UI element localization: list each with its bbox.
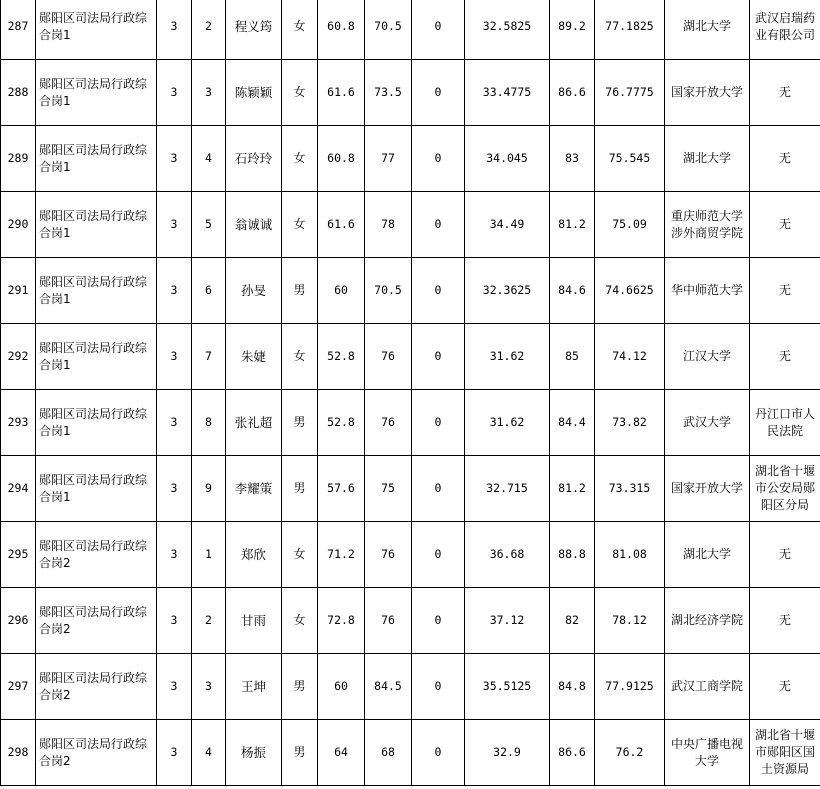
quota: 3 [157, 390, 192, 456]
school: 武汉工商学院 [665, 654, 750, 720]
total-score: 78.12 [595, 588, 665, 654]
interview-score: 88.8 [550, 522, 595, 588]
score-1: 52.8 [318, 324, 365, 390]
employer: 无 [750, 324, 820, 390]
table-row [1, 390, 820, 456]
employer: 无 [750, 588, 820, 654]
rank: 9 [192, 456, 226, 522]
rank: 2 [192, 0, 226, 60]
post-name: 郧阳区司法局行政综合岗1 [36, 0, 157, 60]
rank: 2 [192, 588, 226, 654]
gender: 女 [282, 324, 318, 390]
row-index: 298 [1, 720, 36, 786]
score-2: 73.5 [365, 60, 412, 126]
employer: 无 [750, 654, 820, 720]
score-1: 64 [318, 720, 365, 786]
post-name: 郧阳区司法局行政综合岗2 [36, 654, 157, 720]
table-row [1, 654, 820, 720]
candidate-name: 甘雨 [226, 588, 282, 654]
interview-score: 86.6 [550, 720, 595, 786]
written-weighted: 34.045 [465, 126, 550, 192]
quota: 3 [157, 0, 192, 60]
score-2: 76 [365, 522, 412, 588]
score-1: 71.2 [318, 522, 365, 588]
rank: 3 [192, 654, 226, 720]
row-index: 293 [1, 390, 36, 456]
score-2: 68 [365, 720, 412, 786]
table-row [1, 720, 820, 786]
candidate-name: 孙旻 [226, 258, 282, 324]
score-2: 78 [365, 192, 412, 258]
gender: 男 [282, 390, 318, 456]
school: 国家开放大学 [665, 456, 750, 522]
quota: 3 [157, 324, 192, 390]
interview-score: 81.2 [550, 192, 595, 258]
rank: 4 [192, 126, 226, 192]
total-score: 76.7775 [595, 60, 665, 126]
table-row [1, 0, 820, 60]
candidate-name: 郑欣 [226, 522, 282, 588]
candidate-name: 陈颖颖 [226, 60, 282, 126]
score-2: 70.5 [365, 258, 412, 324]
score-3: 0 [412, 60, 465, 126]
table-row [1, 522, 820, 588]
quota: 3 [157, 60, 192, 126]
interview-score: 85 [550, 324, 595, 390]
row-index: 297 [1, 654, 36, 720]
score-1: 72.8 [318, 588, 365, 654]
score-3: 0 [412, 258, 465, 324]
post-name: 郧阳区司法局行政综合岗1 [36, 60, 157, 126]
total-score: 77.9125 [595, 654, 665, 720]
score-3: 0 [412, 720, 465, 786]
written-weighted: 31.62 [465, 324, 550, 390]
candidate-name: 程义筠 [226, 0, 282, 60]
interview-score: 84.6 [550, 258, 595, 324]
score-2: 77 [365, 126, 412, 192]
post-name: 郧阳区司法局行政综合岗1 [36, 456, 157, 522]
table-row [1, 258, 820, 324]
written-weighted: 32.9 [465, 720, 550, 786]
quota: 3 [157, 654, 192, 720]
score-2: 76 [365, 324, 412, 390]
employer: 无 [750, 192, 820, 258]
post-name: 郧阳区司法局行政综合岗2 [36, 588, 157, 654]
employer: 无 [750, 522, 820, 588]
post-name: 郧阳区司法局行政综合岗2 [36, 720, 157, 786]
score-3: 0 [412, 126, 465, 192]
interview-score: 86.6 [550, 60, 595, 126]
score-1: 60.8 [318, 126, 365, 192]
school: 重庆师范大学涉外商贸学院 [665, 192, 750, 258]
post-name: 郧阳区司法局行政综合岗1 [36, 258, 157, 324]
total-score: 77.1825 [595, 0, 665, 60]
table-row [1, 588, 820, 654]
row-index: 287 [1, 0, 36, 60]
interview-score: 82 [550, 588, 595, 654]
score-3: 0 [412, 192, 465, 258]
employer: 无 [750, 126, 820, 192]
candidate-name: 王坤 [226, 654, 282, 720]
school: 湖北大学 [665, 522, 750, 588]
score-3: 0 [412, 0, 465, 60]
school: 武汉大学 [665, 390, 750, 456]
post-name: 郧阳区司法局行政综合岗1 [36, 192, 157, 258]
quota: 3 [157, 456, 192, 522]
rank: 6 [192, 258, 226, 324]
candidate-name: 石玲玲 [226, 126, 282, 192]
score-3: 0 [412, 456, 465, 522]
school: 湖北经济学院 [665, 588, 750, 654]
interview-score: 84.8 [550, 654, 595, 720]
interview-score: 89.2 [550, 0, 595, 60]
gender: 女 [282, 522, 318, 588]
quota: 3 [157, 720, 192, 786]
table-row [1, 192, 820, 258]
score-3: 0 [412, 522, 465, 588]
written-weighted: 35.5125 [465, 654, 550, 720]
school: 江汉大学 [665, 324, 750, 390]
gender: 男 [282, 456, 318, 522]
table-row [1, 456, 820, 522]
post-name: 郧阳区司法局行政综合岗2 [36, 522, 157, 588]
post-name: 郧阳区司法局行政综合岗1 [36, 390, 157, 456]
rank: 1 [192, 522, 226, 588]
employer: 无 [750, 258, 820, 324]
candidate-name: 李耀策 [226, 456, 282, 522]
interview-score: 84.4 [550, 390, 595, 456]
row-index: 288 [1, 60, 36, 126]
post-name: 郧阳区司法局行政综合岗1 [36, 324, 157, 390]
written-weighted: 31.62 [465, 390, 550, 456]
written-weighted: 33.4775 [465, 60, 550, 126]
employer: 湖北省十堰市公安局郧阳区分局 [750, 456, 820, 522]
employer: 无 [750, 60, 820, 126]
total-score: 74.12 [595, 324, 665, 390]
school: 华中师范大学 [665, 258, 750, 324]
score-1: 57.6 [318, 456, 365, 522]
score-2: 76 [365, 390, 412, 456]
school: 湖北大学 [665, 126, 750, 192]
interview-score: 81.2 [550, 456, 595, 522]
row-index: 290 [1, 192, 36, 258]
written-weighted: 32.3625 [465, 258, 550, 324]
candidate-name: 杨振 [226, 720, 282, 786]
total-score: 73.82 [595, 390, 665, 456]
score-1: 60 [318, 654, 365, 720]
row-index: 295 [1, 522, 36, 588]
rank: 3 [192, 60, 226, 126]
score-1: 61.6 [318, 60, 365, 126]
written-weighted: 37.12 [465, 588, 550, 654]
total-score: 81.08 [595, 522, 665, 588]
total-score: 73.315 [595, 456, 665, 522]
score-2: 70.5 [365, 0, 412, 60]
score-3: 0 [412, 588, 465, 654]
score-1: 60 [318, 258, 365, 324]
school: 国家开放大学 [665, 60, 750, 126]
employer: 武汉启瑞药业有限公司 [750, 0, 820, 60]
score-3: 0 [412, 654, 465, 720]
gender: 男 [282, 258, 318, 324]
gender: 女 [282, 192, 318, 258]
employer: 丹江口市人民法院 [750, 390, 820, 456]
row-index: 291 [1, 258, 36, 324]
row-index: 296 [1, 588, 36, 654]
total-score: 76.2 [595, 720, 665, 786]
post-name: 郧阳区司法局行政综合岗1 [36, 126, 157, 192]
quota: 3 [157, 126, 192, 192]
total-score: 75.09 [595, 192, 665, 258]
table-row [1, 126, 820, 192]
gender: 女 [282, 126, 318, 192]
row-index: 289 [1, 126, 36, 192]
candidate-name: 朱婕 [226, 324, 282, 390]
table-row [1, 60, 820, 126]
written-weighted: 32.715 [465, 456, 550, 522]
written-weighted: 34.49 [465, 192, 550, 258]
gender: 女 [282, 588, 318, 654]
score-1: 52.8 [318, 390, 365, 456]
score-2: 75 [365, 456, 412, 522]
rank: 8 [192, 390, 226, 456]
score-2: 76 [365, 588, 412, 654]
quota: 3 [157, 258, 192, 324]
quota: 3 [157, 192, 192, 258]
row-index: 292 [1, 324, 36, 390]
gender: 男 [282, 720, 318, 786]
rank: 7 [192, 324, 226, 390]
table-row [1, 324, 820, 390]
candidate-name: 张礼超 [226, 390, 282, 456]
rank: 5 [192, 192, 226, 258]
rank: 4 [192, 720, 226, 786]
score-1: 60.8 [318, 0, 365, 60]
written-weighted: 32.5825 [465, 0, 550, 60]
written-weighted: 36.68 [465, 522, 550, 588]
score-2: 84.5 [365, 654, 412, 720]
candidate-name: 翁诚诚 [226, 192, 282, 258]
employer: 湖北省十堰市郧阳区国土资源局 [750, 720, 820, 786]
table-body [1, 0, 820, 786]
quota: 3 [157, 588, 192, 654]
score-1: 61.6 [318, 192, 365, 258]
score-3: 0 [412, 324, 465, 390]
school: 湖北大学 [665, 0, 750, 60]
score-3: 0 [412, 390, 465, 456]
total-score: 75.545 [595, 126, 665, 192]
gender: 女 [282, 60, 318, 126]
row-index: 294 [1, 456, 36, 522]
interview-score: 83 [550, 126, 595, 192]
total-score: 74.6625 [595, 258, 665, 324]
school: 中央广播电视大学 [665, 720, 750, 786]
quota: 3 [157, 522, 192, 588]
gender: 女 [282, 0, 318, 60]
gender: 男 [282, 654, 318, 720]
